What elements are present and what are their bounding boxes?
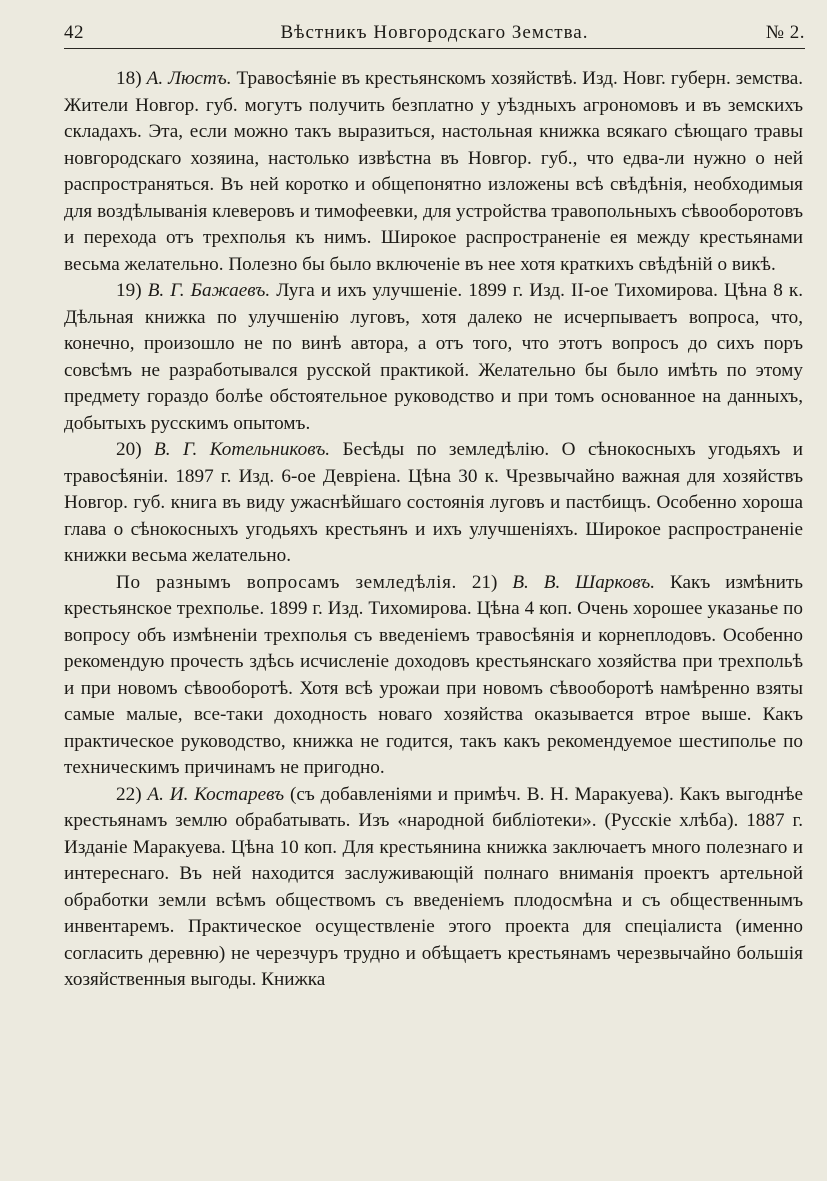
entry-author: А. Люстъ. [146,68,232,89]
entry-19 [64,278,803,437]
entry-text: Луга и ихъ улучшеніе. 1899 г. Изд. II-ое Тихомирова. Цѣна 8 к. Дѣльная книжка по улучшенію луговъ, хотя далеко не исчерпываетъ вопроса, что, конечно, произошло не по винѣ автора, а отъ того, что этотъ вопросъ до сихъ поръ совсѣмъ не разработывался русской практикой. Желательно бы было имѣть по этому предмету гораздо болѣе обстоятельное руководство и при томъ основанное на данныхъ, добытыхъ русскимъ опытомъ. [64,280,804,434]
entry-22 [64,782,803,994]
page-number: 42 [64,22,84,43]
entry-text: Травосѣяніе въ крестьянскомъ хозяйствѣ. Изд. Новг. губерн. земства. Жители Новгор. губ. могутъ получить безплатно у уѣздныхъ агрономовъ и въ земскихъ складахъ. Эта, если можно такъ выразиться, настольная книжка всякаго сѣющаго травы новгородскаго хозяина, настолько извѣстна въ Новгор. губ., что едва-ли нужно о ней распространяться. Въ ней коротко и общепонятно изложены всѣ свѣдѣнія, необходимыя для воздѣлыванія клеверовъ и тимофеевки, для устройства травопольныхъ сѣвооборотовъ и перехода отъ трехполья къ нимъ. Широкое распространеніе ея между крестьянами весьма желательно. Полезно бы было включеніе въ нее хотя краткихъ свѣдѣній о викѣ. [64,68,804,275]
entry-20 [64,437,803,570]
journal-title: Вѣстникъ Новгородскаго Земства. [280,22,589,43]
entry-number: 20) [116,439,142,460]
entry-number: 21) [471,571,498,593]
issue-number: № 2. [765,22,805,43]
page-body [64,66,803,994]
entry-21 [64,570,803,782]
entry-18 [64,66,803,278]
running-header [64,18,805,49]
entry-text: Бесѣды по земледѣлію. О сѣнокосныхъ угодьяхъ и травосѣяніи. 1897 г. Изд. 6-ое Девріена. Цѣна 30 к. Чрезвычайно важная для хозяйствъ Новгор. губ. книга въ виду ужаснѣйшаго состоянія луговъ и пастбищъ. Особенно хороша глава о сѣнокосныхъ угодьяхъ крестьянъ и ихъ улучшеніяхъ. Широкое распространеніе книжки весьма желательно. [64,439,803,566]
entry-text: Какъ измѣнить крестьянское трехполье. 1899 г. Изд. Тихомирова. Цѣна 4 коп. Очень хорошее указанье по вопросу объ измѣненіи трехполья съ введеніемъ травосѣянія и корнеплодовъ. Особенно рекомендую прочесть здѣсь исчисленіе доходовъ крестьянскаго хозяйства при трехпольѣ и при новомъ сѣвооборотѣ. Хотя всѣ урожаи при новомъ сѣвооборотѣ намѣренно взяты самые малые, все-таки доходность новаго хозяйства оказывается втрое выше. Какъ практическое руководство, книжка не годится, такъ какъ рекомендуемое шестиполье по техническимъ причинамъ не пригодно. [64,571,804,778]
entry-author: А. И. Костаревъ [147,783,285,805]
entry-author: В. В. Шарковъ. [512,571,656,593]
entry-number: 22) [116,783,142,805]
entry-text: (съ добавленіями и примѣч. В. Н. Маракуева). Какъ выгоднѣе крестьянамъ землю обрабатывать. Изъ «народной библіотеки». (Русскіе хлѣба). 1887 г. Изданіе Маракуева. Цѣна 10 коп. Для крестьянина книжка заключаетъ много полезнаго и интереснаго. Въ ней находится заслуживающій полнаго вниманія проектъ артельной обработки земли всѣмъ обществомъ съ введеніемъ плодосмѣна и съ общественнымъ инвентаремъ. Практическое осуществленіе этого проекта для спеціалиста (именно согласить деревню) не черезчуръ трудно и обѣщаетъ крестьянамъ черезвычайно большія хозяйственныя выгоды. Книжка [64,783,804,990]
entry-author: В. Г. Котельниковъ. [154,439,331,460]
entry-author: В. Г. Бажаевъ. [147,280,271,301]
entry-number: 18) [116,68,142,89]
section-heading: По разнымъ вопросамъ земледѣлія. [116,571,457,593]
entry-number: 19) [116,280,142,301]
